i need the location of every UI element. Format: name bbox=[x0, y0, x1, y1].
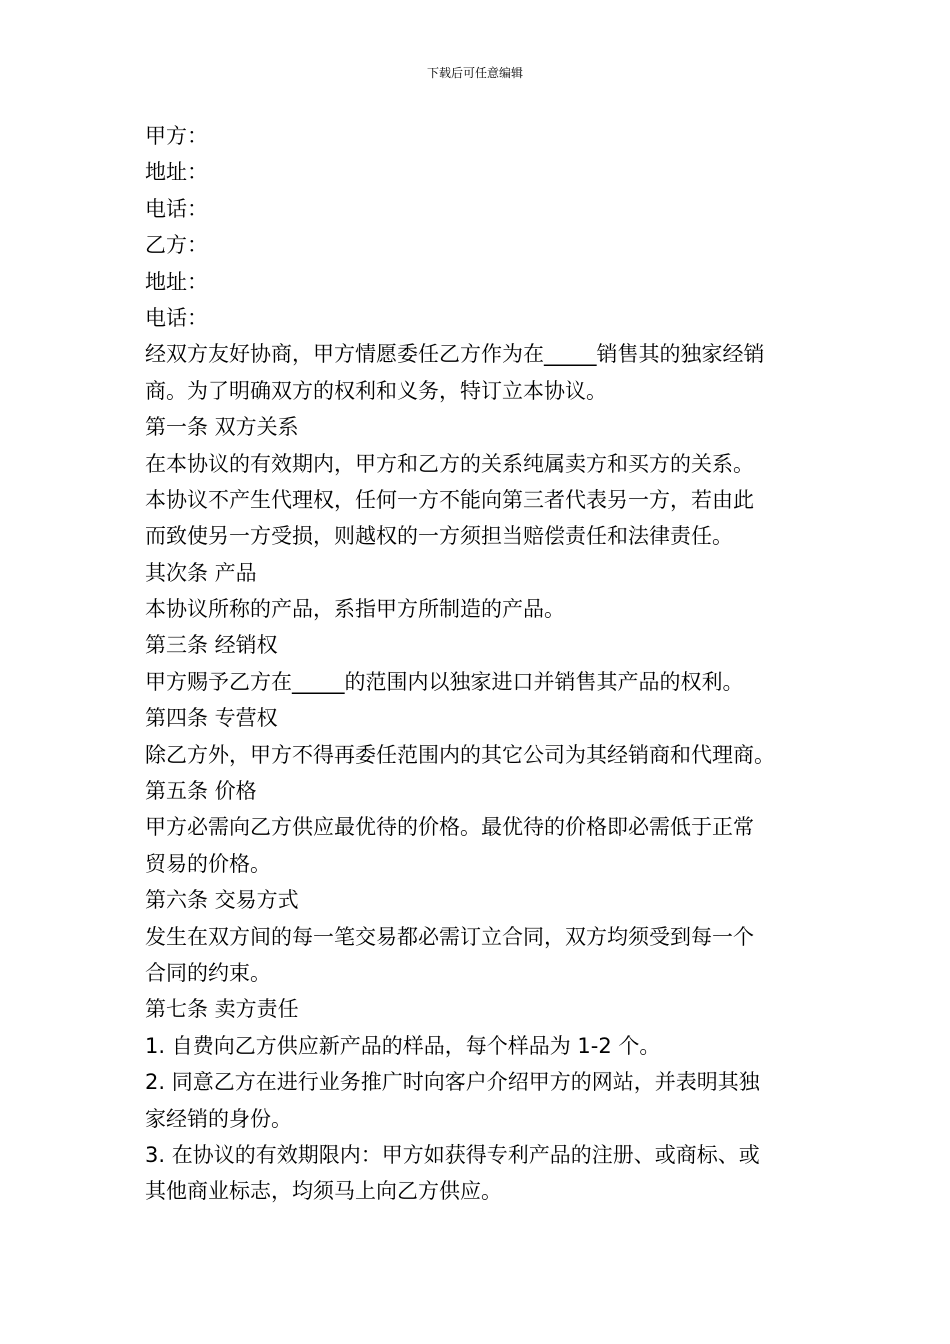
article-text-line: 贸易的价格。 bbox=[145, 851, 271, 876]
article-heading: 第四条 专营权 bbox=[145, 706, 278, 731]
preamble-line: 经双方友好协商，甲方情愿委任乙方作为在_____销售其的独家经销 bbox=[145, 342, 765, 367]
article-heading: 其次条 产品 bbox=[145, 560, 257, 585]
article-heading: 第六条 交易方式 bbox=[145, 888, 299, 913]
article-text-line: 合同的约束。 bbox=[145, 960, 271, 985]
party-a-address-label: 地址： bbox=[145, 160, 208, 185]
party-a-phone-label: 电话： bbox=[145, 196, 208, 221]
document-body bbox=[145, 118, 809, 1210]
article-text-line: 本协议不产生代理权，任何一方不能向第三者代表另一方，若由此 bbox=[145, 487, 754, 512]
preamble-line: 商。为了明确双方的权利和义务，特订立本协议。 bbox=[145, 378, 607, 403]
article-text-line: 在本协议的有效期内，甲方和乙方的关系纯属卖方和买方的关系。 bbox=[145, 451, 754, 476]
party-b-phone-label: 电话： bbox=[145, 305, 208, 330]
list-item: 2. 同意乙方在进行业务推广时向客户介绍甲方的网站，并表明其独 bbox=[145, 1070, 760, 1095]
list-item-continuation: 家经销的身份。 bbox=[145, 1106, 292, 1131]
article-heading: 第七条 卖方责任 bbox=[145, 997, 299, 1022]
list-item: 3. 在协议的有效期限内：甲方如获得专利产品的注册、或商标、或 bbox=[145, 1142, 760, 1167]
article-heading: 第五条 价格 bbox=[145, 779, 257, 804]
article-text-line: 本协议所称的产品，系指甲方所制造的产品。 bbox=[145, 597, 565, 622]
article-text-line: 甲方赐予乙方在_____的范围内以独家进口并销售其产品的权利。 bbox=[145, 669, 744, 694]
article-text-line: 而致使另一方受损，则越权的一方须担当赔偿责任和法律责任。 bbox=[145, 524, 733, 549]
article-heading: 第三条 经销权 bbox=[145, 633, 278, 658]
page-header: 下载后可任意编辑 bbox=[426, 66, 523, 80]
party-b-address-label: 地址： bbox=[145, 269, 208, 294]
article-text-line: 除乙方外，甲方不得再委任范围内的其它公司为其经销商和代理商。 bbox=[145, 742, 775, 767]
list-item-continuation: 其他商业标志，均须马上向乙方供应。 bbox=[145, 1179, 502, 1204]
party-a-label: 甲方： bbox=[145, 124, 208, 148]
party-b-label: 乙方： bbox=[145, 233, 208, 258]
article-text-line: 甲方必需向乙方供应最优待的价格。最优待的价格即必需低于正常 bbox=[145, 815, 754, 840]
article-heading: 第一条 双方关系 bbox=[145, 415, 299, 440]
list-item: 1. 自费向乙方供应新产品的样品，每个样品为 1-2 个。 bbox=[145, 1033, 661, 1058]
article-text-line: 发生在双方间的每一笔交易都必需订立合同，双方均须受到每一个 bbox=[145, 924, 754, 949]
